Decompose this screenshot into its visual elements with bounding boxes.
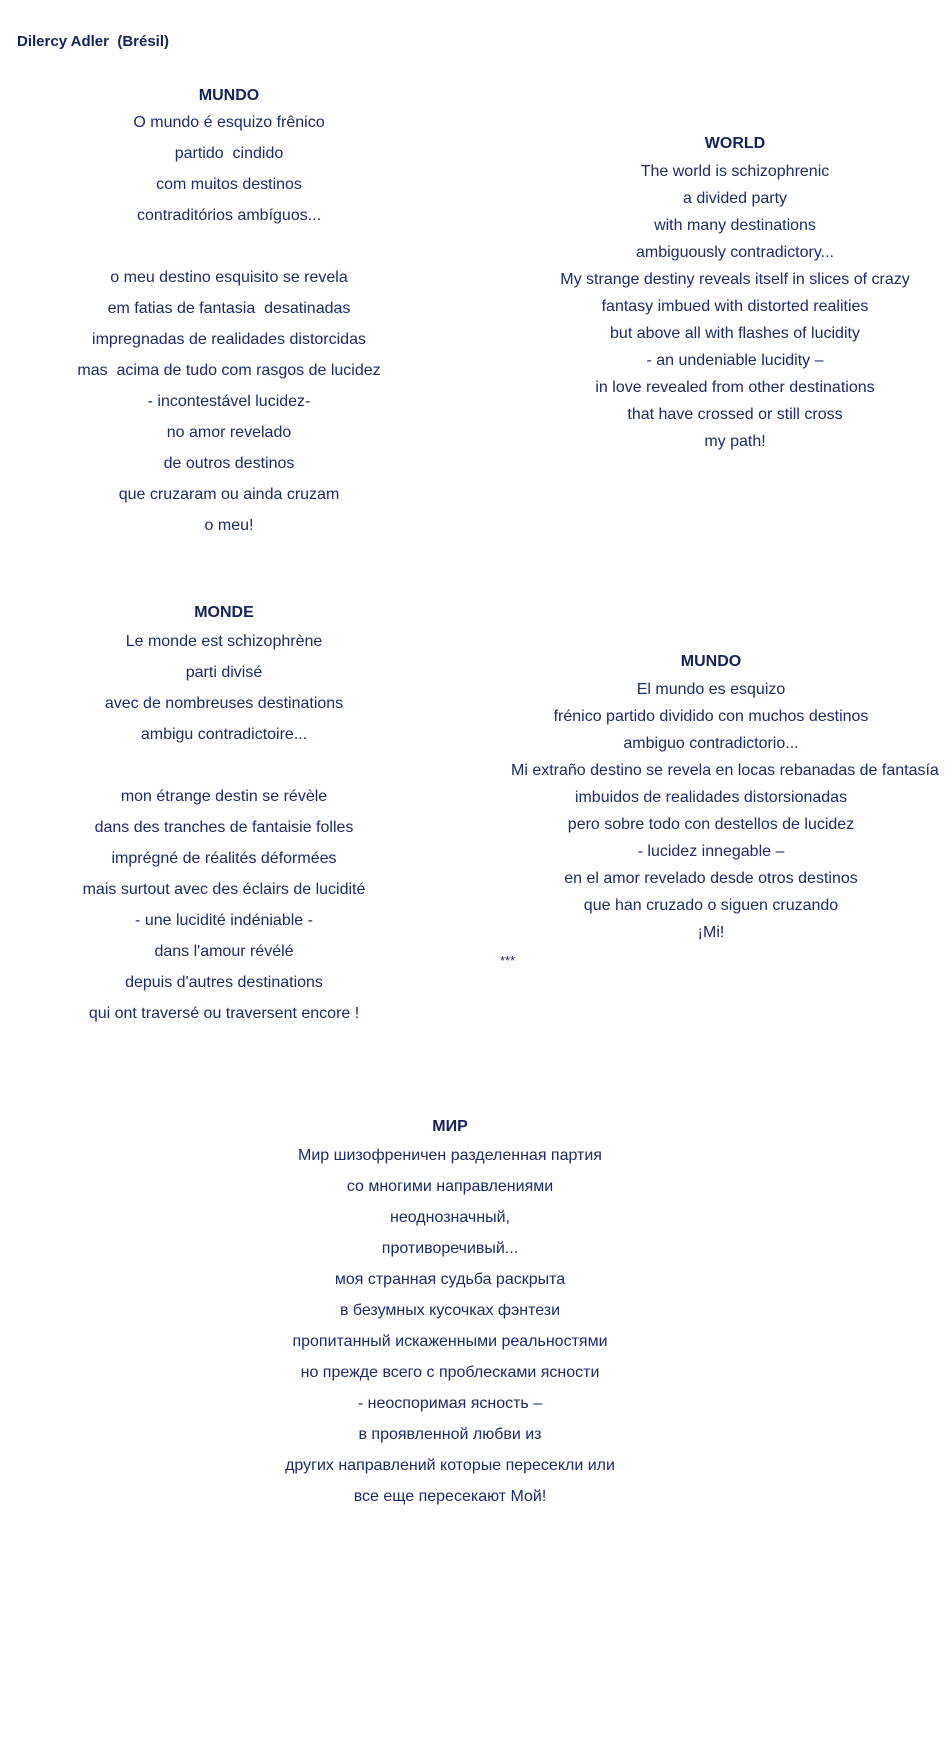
poem-line: my path!	[704, 433, 766, 450]
poem-line: все еще пересекают Мой!	[353, 1488, 547, 1505]
poem-line: но прежде всего с проблесками ясности	[300, 1364, 600, 1381]
poem-line	[29, 237, 429, 268]
poem-line: pero sobre todo con destellos de lucidez	[567, 816, 855, 833]
poem-line: ¡Mi!	[697, 924, 725, 941]
poem-line: Мир шизофреничен разделенная партия	[298, 1147, 602, 1164]
poem-line: de outros destinos	[163, 455, 295, 472]
poem-line: imbuidos de realidades distorsionadas	[574, 789, 848, 806]
poem-line: ambiguo contradictorio...	[623, 735, 799, 752]
poem-line: impregnadas de realidades distorcidas	[92, 331, 366, 348]
poem-line: dans l'amour révélé	[154, 943, 294, 960]
poem-line: - lucidez innegable –	[637, 843, 785, 860]
poem-line: моя странная судьба раскрыта	[334, 1271, 566, 1288]
poem-portuguese	[29, 86, 429, 547]
poem-line: but above all with flashes of lucidity	[610, 325, 860, 342]
poem-line: fantasy imbued with distorted realities	[601, 298, 869, 315]
poem-line: depuis d'autres destinations	[125, 974, 323, 991]
poem-line: dans des tranches de fantaisie folles	[94, 819, 354, 836]
poem-spanish	[511, 652, 939, 950]
poem-line: a divided party	[682, 190, 788, 207]
poem-line: других направлений которые пересекли или	[285, 1457, 615, 1474]
poem-title: MUNDO	[198, 87, 260, 104]
poem-line: - incontestável lucidez-	[147, 393, 311, 410]
poem-line: with many destinations	[654, 217, 816, 234]
poem-line: противоречивый...	[381, 1240, 519, 1257]
poem-line: com muitos destinos	[156, 176, 302, 193]
poem-line: o meu destino esquisito se revela	[110, 269, 348, 286]
poem-line: frénico partido dividido con muchos destinos	[553, 708, 869, 725]
poem-line: - une lucidité indéniable -	[135, 912, 313, 929]
poem-line: that have crossed or still cross	[627, 406, 843, 423]
poem-line: em fatias de fantasia desatinadas	[107, 300, 351, 317]
poem-line: ambigu contradictoire...	[140, 726, 308, 743]
poem-line: en el amor revelado desde otros destinos	[564, 870, 858, 887]
poem-line: The world is schizophrenic	[640, 163, 830, 180]
poem-line: My strange destiny reveals itself in slices of crazy	[560, 271, 910, 288]
poem-line: avec de nombreuses destinations	[104, 695, 344, 712]
poem-line: mas acima de tudo com rasgos de lucidez	[77, 362, 381, 379]
poem-line: - an undeniable lucidity –	[646, 352, 824, 369]
poem-line: - неоспоримая ясность –	[357, 1395, 543, 1412]
poem-line: mais surtout avec des éclairs de lucidité	[82, 881, 366, 898]
poem-title: MUNDO	[680, 653, 742, 670]
poem-title: МИР	[432, 1118, 468, 1135]
poem-line: partido cindido	[174, 145, 284, 162]
poem-line: mon étrange destin se révèle	[120, 788, 328, 805]
poem-line: que han cruzado o siguen cruzando	[583, 897, 839, 914]
poem-line	[24, 756, 424, 787]
poem-line: que cruzaram ou ainda cruzam	[118, 486, 340, 503]
poem-english	[535, 134, 935, 459]
poem-line: Le monde est schizophrène	[125, 633, 323, 650]
poem-line: in love revealed from other destinations	[595, 379, 875, 396]
poem-title: WORLD	[704, 135, 766, 152]
poem-line: imprégné de réalités déformées	[111, 850, 337, 867]
poem-line: со многими направлениями	[346, 1178, 554, 1195]
poem-line: Mi extraño destino se revela en locas rebanadas de fantasía	[511, 762, 939, 779]
poem-russian	[250, 1117, 650, 1518]
section-separator: ***	[500, 953, 516, 968]
poem-french	[24, 603, 424, 1035]
poem-line: неоднозначный,	[390, 1209, 510, 1226]
poem-line: no amor revelado	[166, 424, 292, 441]
author-heading: Dilercy Adler (Brésil)	[17, 33, 169, 50]
poem-line: в безумных кусочках фэнтези	[339, 1302, 561, 1319]
poem-line: O mundo é esquizo frênico	[133, 114, 325, 131]
poem-line: contraditórios ambíguos...	[136, 207, 322, 224]
poem-line: El mundo es esquizo	[636, 681, 786, 698]
poem-line: в проявленной любви из	[358, 1426, 542, 1443]
poem-line: qui ont traversé ou traversent encore !	[88, 1005, 360, 1022]
poem-line: parti divisé	[185, 664, 263, 681]
poem-line: пропитанный искаженными реальностями	[292, 1333, 608, 1350]
poem-title: MONDE	[194, 604, 254, 621]
poem-line: o meu!	[204, 517, 254, 534]
poem-line: ambiguously contradictory...	[635, 244, 834, 261]
